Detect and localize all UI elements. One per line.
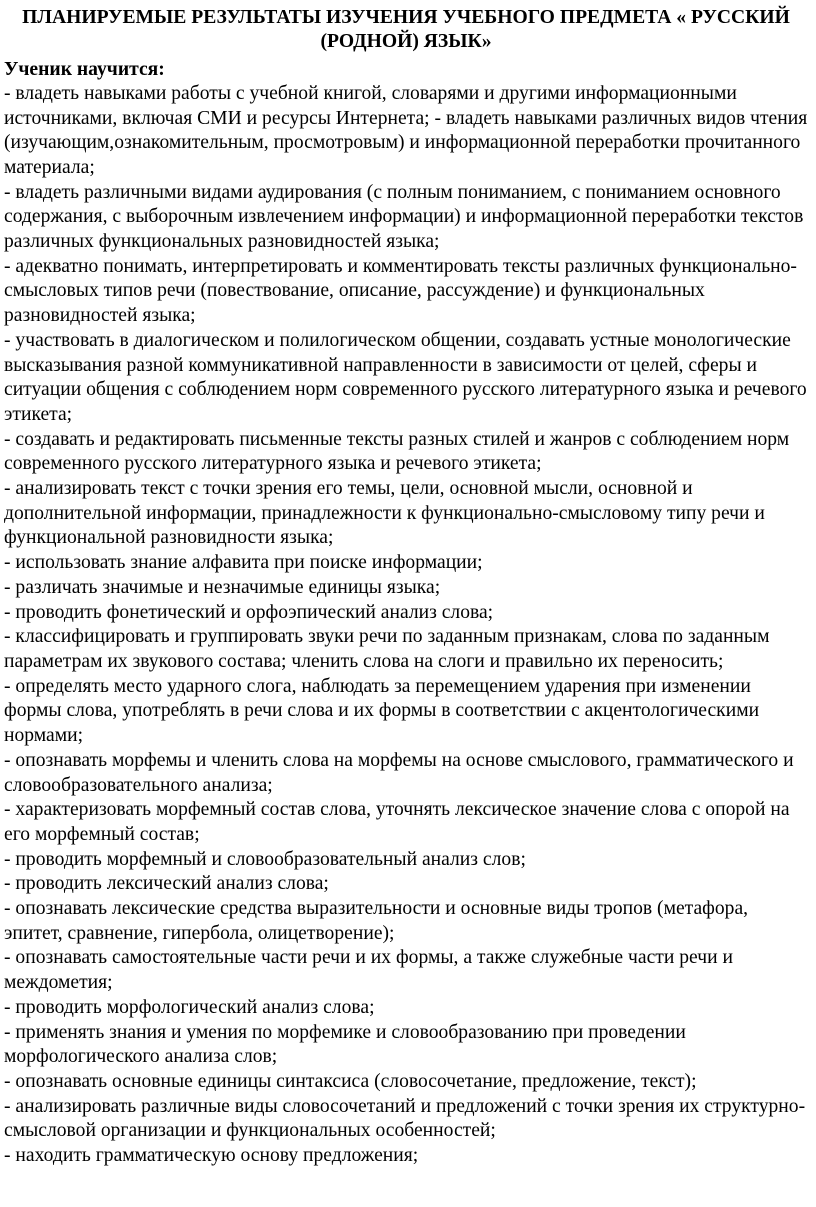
list-item: - опознавать самостоятельные части речи и их формы, а также служебные части речи и междометия; xyxy=(4,947,733,994)
list-item: - различать значимые и незначимые единицы языка; xyxy=(4,576,441,598)
list-item: - проводить фонетический и орфоэпический анализ слова; xyxy=(4,601,494,623)
list-item: - проводить лексический анализ слова; xyxy=(4,873,329,895)
list-item: - проводить морфологический анализ слова; xyxy=(4,996,375,1018)
list-item: - анализировать текст с точки зрения его темы, цели, основной мысли, основной и дополнительной информации, принадлежности к функционально-смысловому типу речи и функциональной разновидности языка; xyxy=(4,478,765,549)
list-item: - участвовать в диалогическом и полилогическом общении, создавать устные монологические высказывания разной коммуникативной направленности в зависимости от целей, сферы и ситуации общения с соблюдением норм современного русского литературного языка и речевого этикета; xyxy=(4,329,807,425)
learner-outcomes-heading: Ученик научится: xyxy=(4,58,165,80)
list-item: - определять место ударного слога, наблюдать за перемещением ударения при изменении формы слова, употреблять в речи слова и их формы в соответствии с акцентологическими нормами; xyxy=(4,675,760,747)
list-item: - опознавать основные единицы синтаксиса (словосочетание, предложение, текст); xyxy=(4,1070,697,1092)
list-item: - находить грамматическую основу предложения; xyxy=(4,1145,419,1167)
list-item: - владеть навыками работы с учебной книгой, словарями и другими информационными источниками, включая СМИ и ресурсы Интернета; - владеть навыками различных видов чтения (изучающим,ознакомительным, просмотровым) и информационной переработки прочитанного материала; xyxy=(4,82,808,178)
list-item: - адекватно понимать, интерпретировать и комментировать тексты различных функционально-смысловых типов речи (повествование, описание, рассуждение) и функциональных разновидностей языка; xyxy=(4,255,797,327)
list-item: - проводить морфемный и словообразовательный анализ слов; xyxy=(4,848,526,870)
outcomes-list xyxy=(4,82,808,1169)
document-title: ПЛАНИРУЕМЫЕ РЕЗУЛЬТАТЫ ИЗУЧЕНИЯ УЧЕБНОГО ПРЕДМЕТА « РУССКИЙ (РОДНОЙ) ЯЗЫК» xyxy=(22,7,790,53)
list-item: - использовать знание алфавита при поиске информации; xyxy=(4,552,483,574)
list-item: - классифицировать и группировать звуки речи по заданным признакам, слова по заданным параметрам их звукового состава; членить слова на слоги и правильно их переносить; xyxy=(4,626,770,672)
list-item: - применять знания и умения по морфемике и словообразованию при проведении морфологического анализа слов; xyxy=(4,1021,686,1068)
list-item: - создавать и редактировать письменные тексты разных стилей и жанров с соблюдением норм современного русского литературного языка и речевого этикета; xyxy=(4,428,790,475)
list-item: - характеризовать морфемный состав слова, уточнять лексическое значение слова с опорой на его морфемный состав; xyxy=(4,799,790,845)
list-item: - владеть различными видами аудирования (с полным пониманием, с пониманием основного содержания, с выборочным извлечением информации) и информационной переработки текстов различных функциональных разновидностей языка; xyxy=(4,181,804,253)
list-item: - опознавать лексические средства выразительности и основные виды тропов (метафора, эпитет, сравнение, гипербола, олицетворение); xyxy=(4,898,749,944)
list-item: - опознавать морфемы и членить слова на морфемы на основе смыслового, грамматического и словообразовательного анализа; xyxy=(4,749,794,796)
list-item: - анализировать различные виды словосочетаний и предложений с точки зрения их структурно-смысловой организации и функциональных особенностей; xyxy=(4,1095,806,1142)
